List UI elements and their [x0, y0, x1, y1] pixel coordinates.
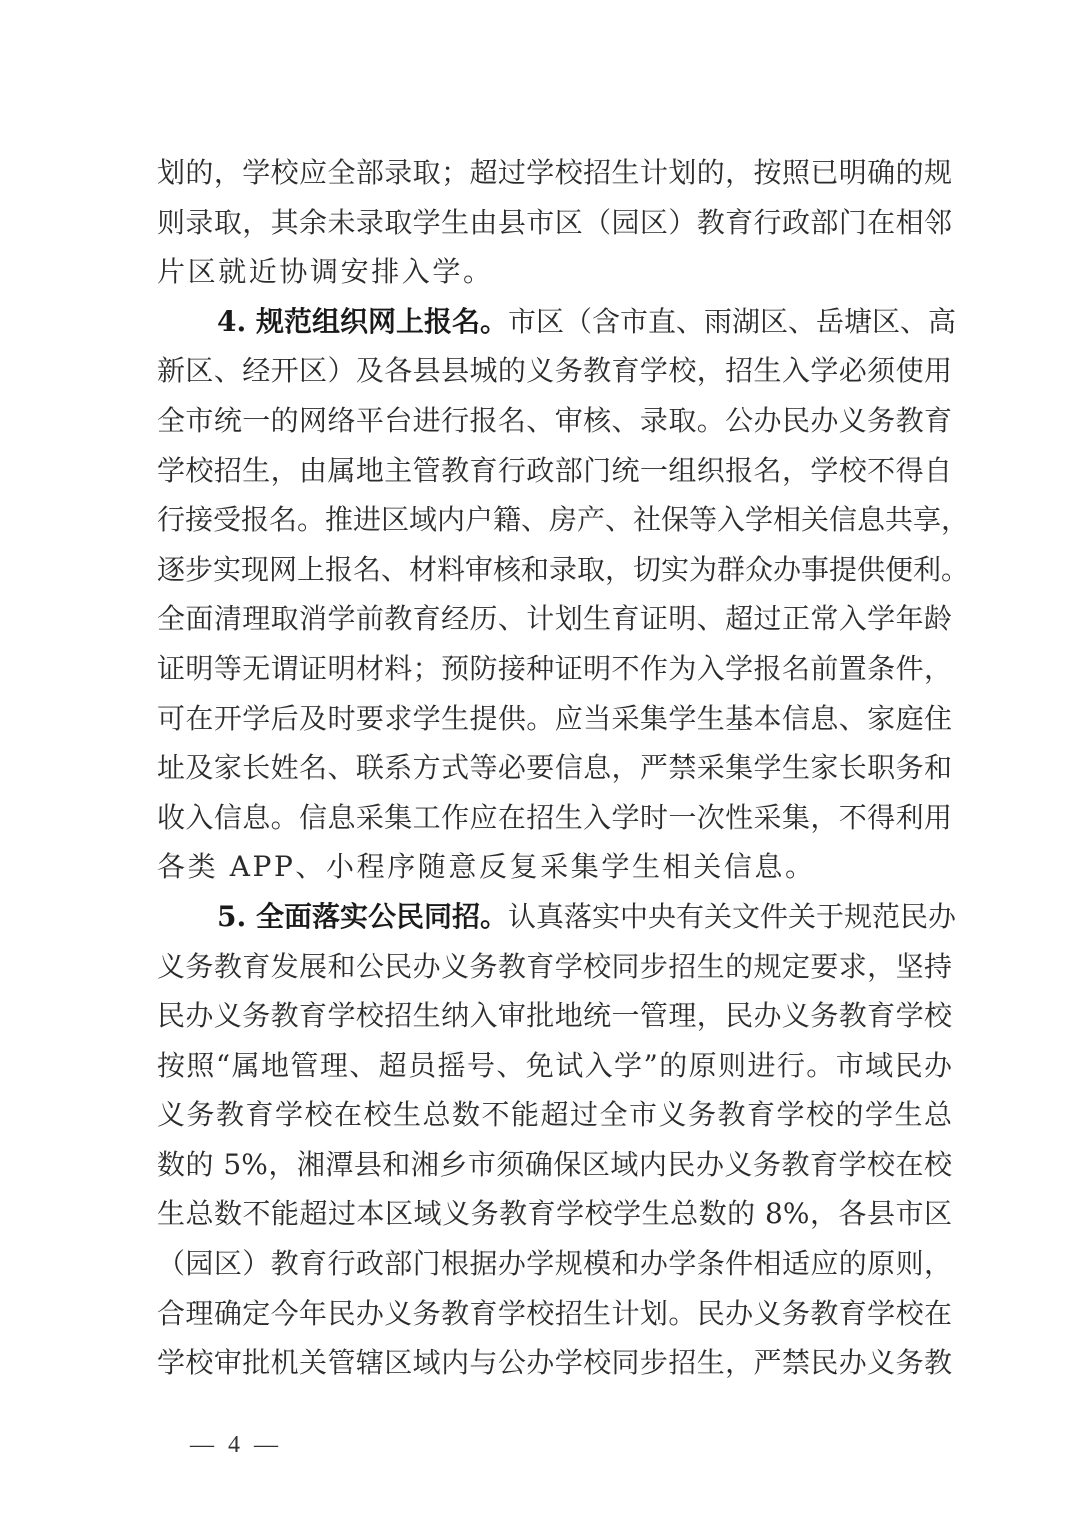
text-line: 行接受报名。推进区域内户籍、房产、社保等入学相关信息共享， — [157, 503, 970, 537]
text-line: 则录取，其余未录取学生由县市区（园区）教育行政部门在相邻 — [157, 205, 952, 239]
section-5-first-line-text: 认真落实中央有关文件关于规范民办 — [507, 899, 956, 933]
text-line: 址及家长姓名、联系方式等必要信息，严禁采集学生家长职务和 — [157, 751, 952, 785]
text-line: 学校招生，由属地主管教育行政部门统一组织报名，学校不得自 — [157, 453, 952, 487]
text-line: 可在开学后及时要求学生提供。应当采集学生基本信息、家庭住 — [157, 701, 952, 735]
text-line: 划的，学校应全部录取；超过学校招生计划的，按照已明确的规 — [157, 156, 952, 189]
text-line: 逐步实现网上报名、材料审核和录取，切实为群众办事提供便利。 — [157, 552, 970, 586]
text-line: 学校审批机关管辖区域内与公办学校同步招生，严禁民办义务教 — [157, 1346, 952, 1380]
text-line: 收入信息。信息采集工作应在招生入学时一次性采集，不得利用 — [157, 800, 952, 834]
text-line: 数的 5%，湘潭县和湘乡市须确保区域内民办义务教育学校在校 — [157, 1147, 952, 1181]
text-line: （园区）教育行政部门根据办学规模和办学条件相适应的原则， — [157, 1247, 952, 1281]
text-line: 义务教育学校在校生总数不能超过全市义务教育学校的学生总 — [157, 1098, 952, 1132]
document-body — [157, 148, 970, 1388]
text-line: 生总数不能超过本区域义务教育学校学生总数的 8%，各县市区 — [157, 1197, 952, 1231]
text-line: 新区、经开区）及各县县城的义务教育学校，招生入学必须使用 — [157, 354, 952, 388]
section-4-first-line-text: 市区（含市直、雨湖区、岳塘区、高 — [507, 304, 956, 338]
section-5-heading: 5. 全面落实公民同招。 — [217, 899, 508, 933]
section-4-heading: 4. 规范组织网上报名。 — [217, 304, 508, 338]
section-5-first-line — [157, 892, 956, 942]
text-line: 证明等无谓证明材料；预防接种证明不作为入学报名前置条件， — [157, 651, 952, 685]
text-line: 民办义务教育学校招生纳入审批地统一管理，民办义务教育学校 — [157, 999, 952, 1033]
text-line: 按照“属地管理、超员摇号、免试入学”的原则进行。市域民办 — [157, 1048, 952, 1082]
text-line: 合理确定今年民办义务教育学校招生计划。民办义务教育学校在 — [157, 1296, 952, 1330]
text-line: 义务教育发展和公民办义务教育学校同步招生的规定要求，坚持 — [157, 949, 952, 983]
section-4-first-line — [157, 297, 956, 347]
text-line: 片区就近协调安排入学。 — [157, 255, 494, 289]
text-line: 全面清理取消学前教育经历、计划生育证明、超过正常入学年龄 — [157, 602, 952, 636]
text-line: 各类 APP、小程序随意反复采集学生相关信息。 — [157, 850, 816, 884]
text-line: 全市统一的网络平台进行报名、审核、录取。公办民办义务教育 — [157, 403, 952, 437]
page-number: — 4 — — [190, 1432, 282, 1458]
